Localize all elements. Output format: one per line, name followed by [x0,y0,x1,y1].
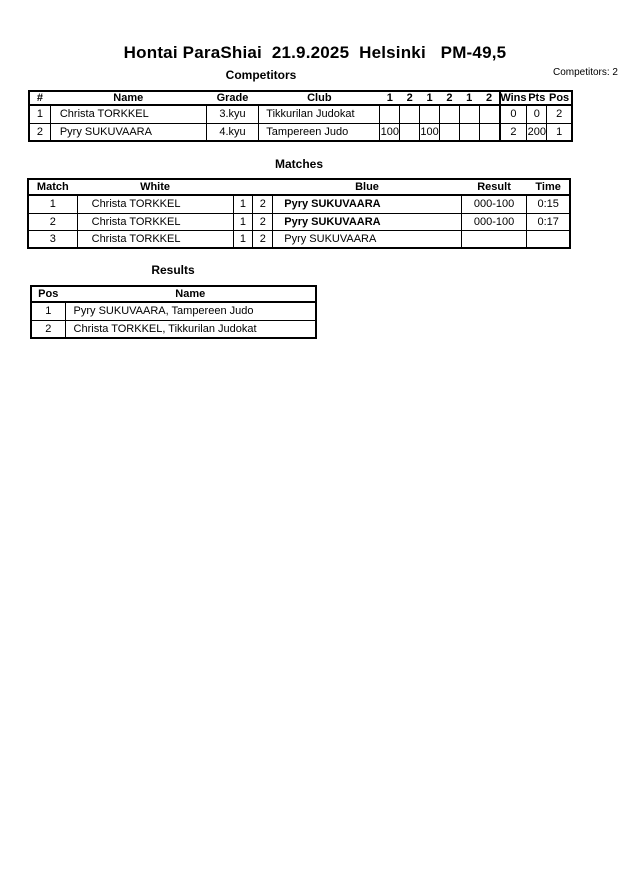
cell-score [479,106,499,123]
cell-pts: 200 [526,124,546,140]
cell-name: Christa TORKKEL, Tikkurilan Judokat [65,321,315,337]
cell-blue-num: 2 [252,231,272,247]
cell-score: 100 [419,124,439,140]
cell-match-number: 3 [49,232,56,245]
cell-score: 100 [379,124,399,140]
matches-table [27,178,571,249]
cell-blue-name: Pyry SUKUVAARA [272,196,461,213]
cell-blue-num: 2 [252,196,272,213]
cell-time [526,231,569,247]
cell-white-num: 1 [233,231,253,247]
cell-score [399,106,419,123]
matches-heading: Matches [274,157,324,171]
result-row [32,320,315,337]
cell-time: 0:15 [526,196,569,213]
match-row [29,230,569,247]
cell-result: 000-100 [461,214,527,230]
header-cell-pos: Pos [549,92,570,104]
cell-pos: 1 [546,124,571,140]
competitors-count: Competitors: 2 [552,67,618,78]
competitors-heading: Competitors [225,68,297,82]
cell-pos: 1 [45,305,52,317]
header-cell-score-2: 2 [406,92,413,104]
competitors-header-row [30,92,571,106]
header-cell-white: White [140,180,171,193]
header-cell-pts: Pts [528,92,546,104]
cell-pos: 2 [45,322,52,335]
cell-white-num: 1 [233,214,253,230]
cell-blue-num: 2 [252,214,272,230]
header-cell-time: Time [535,180,561,193]
match-row [29,213,569,230]
cell-match-number: 2 [49,215,56,228]
cell-wins: 2 [499,124,527,140]
cell-white-name: Christa TORKKEL [77,214,233,230]
cell-club: Tampereen Judo [258,124,379,140]
cell-pts: 0 [526,106,546,123]
match-row [29,196,569,213]
cell-score [459,124,479,140]
results-header-row [32,287,315,303]
cell-grade: 3.kyu [206,106,259,123]
result-row [32,303,315,320]
header-cell-name: Name [175,287,206,300]
header-cell-result: Result [477,180,511,193]
cell-score [439,106,459,123]
competitor-row [30,123,571,140]
header-cell-score-6: 2 [486,92,493,104]
cell-score [479,124,499,140]
tournament-title: Hontai ParaShiai 21.9.2025 Helsinki PM-49,5 [123,43,507,62]
cell-num: 2 [36,125,43,138]
cell-grade: 4.kyu [206,124,259,140]
cell-match-number: 1 [49,198,56,210]
cell-result: 000-100 [461,196,527,213]
header-cell-wins: Wins [500,92,527,104]
cell-white-name: Christa TORKKEL [77,231,233,247]
matches-header-row [29,180,569,196]
header-cell-name: Name [113,92,144,104]
header-cell-score-3: 1 [426,92,433,104]
header-cell-spacer [252,180,272,194]
cell-score [419,106,439,123]
header-cell-match: Match [36,180,69,193]
header-cell-num: # [36,92,43,104]
cell-name: Christa TORKKEL [50,106,206,123]
header-cell-score-5: 1 [466,92,473,104]
cell-blue-name: Pyry SUKUVAARA [272,231,461,247]
cell-blue-name: Pyry SUKUVAARA [272,214,461,230]
header-cell-score-1: 1 [386,92,393,104]
cell-score [399,124,419,140]
cell-num: 1 [36,108,43,120]
competitors-table [28,90,573,142]
header-cell-spacer [232,180,252,194]
cell-name: Pyry SUKUVAARA, Tampereen Judo [65,303,315,320]
cell-name: Pyry SUKUVAARA [50,124,206,140]
header-cell-grade: Grade [216,92,249,104]
cell-result [461,231,527,247]
header-cell-blue: Blue [355,180,379,193]
header-cell-club: Club [307,92,332,104]
cell-white-num: 1 [233,196,253,213]
cell-pos: 2 [546,106,571,123]
cell-score [379,106,399,123]
cell-white-name: Christa TORKKEL [77,196,233,213]
results-table [30,285,317,339]
cell-time: 0:17 [526,214,569,230]
cell-score [459,106,479,123]
cell-wins: 0 [499,106,527,123]
competitor-row [30,106,571,123]
header-cell-score-4: 2 [446,92,453,104]
header-cell-pos: Pos [38,287,59,300]
cell-club: Tikkurilan Judokat [258,106,379,123]
results-heading: Results [151,263,195,277]
cell-score [439,124,459,140]
